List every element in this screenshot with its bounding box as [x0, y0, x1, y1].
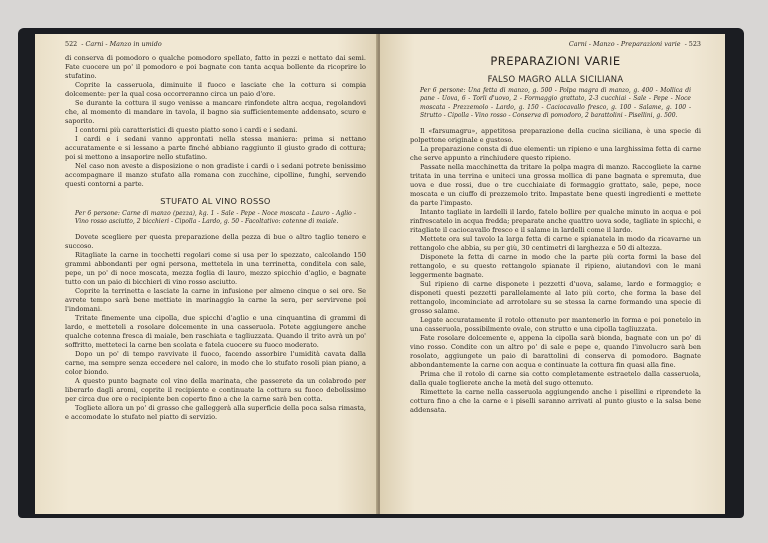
paragraph: La preparazione consta di due elementi: un ripieno e una larghissima fetta di carne che serve appunto a rinchiudere questo ripieno.: [410, 144, 701, 162]
left-running-title: Carni - Manzo in umido: [85, 40, 162, 48]
paragraph: Dopo un po' di tempo ravvivate il fuoco, facendo assorbire l'umidità cavata dalla carne, ma sempre senza eccedere nel calore, in modo che lo stufato rosoli pian piano, a color biondo.: [65, 349, 366, 376]
paragraph: Nel caso non aveste a disposizione o non gradiste i cardi o i sedani potrete benissimo accompagnare il manzo stufato alla romana con zucchine, cipolline, funghi, servendo questi contorni a parte.: [65, 162, 366, 188]
section-title-falso-magro: FALSO MAGRO ALLA SICILIANA: [487, 74, 624, 84]
paragraph: Il «farsumagru», appetitosa preparazione della cucina siciliana, è una specie di polpettone originale e gustoso.: [410, 126, 701, 144]
paragraph: Coprite la casseruola, diminuite il fuoco e lasciate che la cottura si compia dolcemente: per la qual cosa occorreranno circa un paio d'ore.: [65, 81, 366, 98]
paragraph: Intanto tagliate in lardelli il lardo, fatelo bollire per qualche minuto in acqua e poi rinfrescatelo in acqua fredda; preparate anche quattro uova sode, tagliate in spicchi, e ritagliate il caciocavallo fresco e il salame in lardelli come il lardo.: [410, 207, 701, 234]
paragraph: Se durante la cottura il sugo venisse a mancare rinfondete altra acqua, regolandovi che, al momento di mandare in tavola, il bagno sia sufficientemente addensato, scuro e saporito.: [65, 99, 366, 125]
paragraph: Disponete la fetta di carne in modo che la parte più corta formi la base del rettangolo, e su questo rettangolo spianate il ripieno, aiutandovi con le mani leggermente bagnate.: [410, 252, 701, 279]
right-running-title: Carni - Manzo - Preparazioni varie: [568, 40, 681, 48]
chapter-title: PREPARAZIONI VARIE: [490, 54, 621, 68]
paragraph: Dovete scegliere per questa preparazione della pezza di bue o altro taglio tenero e succoso.: [65, 232, 366, 250]
paragraph: I cardi e i sedani vanno approntati nella stessa maniera: prima si nettano accuratamente e si lessano a parte finché abbiano raggiunto il giusto grado di cottura; poi si mettono a insaporire nello stufatino.: [65, 135, 366, 161]
paragraph: Passate nella macchinetta da tritare la polpa magra di manzo. Raccogliete la carne tritata in una terrina e uniteci una grossa mollica di pane bagnata e spremuta, due uova e due rossi, due o tre cucchiaiate di formaggio grattato, sale, pepe, noce moscata e un ciuffo di prezzemolo trito. Impastate bene questi ingredienti e mettete da parte l'impasto.: [410, 162, 701, 207]
paragraph: di conserva di pomodoro o qualche pomodoro spellato, fatto in pezzi e nettato dai semi. Fate cuocere un po' il pomodoro e poi bagnate con tanta acqua bollente da ricoprire lo stufatino.: [65, 54, 366, 80]
paragraph: Legate accuratamente il rotolo ottenuto per mantenerlo in forma e poi ponetelo in una casseruola, possibilmente ovale, con strutto e una cipolla tagliuzzata.: [410, 315, 701, 333]
paragraph: Tritate finemente una cipolla, due spicchi d'aglio e una cinquantina di grammi di lardo, e metteteli a rosolare dolcemente in una casseruola. Potete aggiungere anche qualche cotenna fresca di maiale, ben raschiata e tagliuzzata. Quando il trito avrà un po' soffritto, metteteci la carne ben scolata e fatela cuocere su fuoco moderato.: [65, 313, 366, 349]
paragraph: Rimettete la carne nella casseruola aggiungendo anche i pisellini e riprendete la cottura fino a che la carne e i piselli saranno arrivati al punto giusto e la salsa bene addensata.: [410, 387, 701, 414]
right-page-header: Carni - Manzo - Preparazioni varie - 523: [568, 40, 701, 48]
left-page-number: 522: [65, 40, 78, 48]
paragraph: Togliete allora un po' di grasso che galleggerà alla superficie della poca salsa rimasta, e accomodate lo stufato nel piatto di servizio.: [65, 403, 366, 421]
paragraph: Sul ripieno di carne disponete i pezzetti d'uova, salame, lardo e formaggio; e disponeti questi pezzetti parallelamente al lato più corto, che forma la base del rettangolo, incominciate ad arrotolare su se stessa la carne formando una specie di grosso salame.: [410, 279, 701, 315]
ingredients-list: Per 6 persone: Carne di manzo (pezza), kg. 1 - Sale - Pepe - Noce moscata - Lauro - Aglio - Vino rosso asciutto, 2 bicchieri - Cipolla - Lardo, g. 50 - Facoltativo: cotenne di maiale.: [75, 210, 356, 226]
right-page-number: 523: [688, 40, 701, 48]
paragraph: Prima che il rotolo di carne sia cotto completamente estraetelo dalla casseruola, dalla quale toglierete anche la metà del sugo ottenuto.: [410, 369, 701, 387]
paragraph: Ritagliate la carne in tocchetti regolari come si usa per lo spezzato, calcolando 150 grammi abbondanti per ogni persona, mettetela in una terrinetta, conditela con sale, pepe, un po' di noce moscata, mezza foglia di lauro, mezzo spicchio d'aglio, e bagnate tutto con un paio di bicchieri di vino rosso asciutto.: [65, 250, 366, 286]
paragraph: Coprite la terrinetta e lasciate la carne in infusione per almeno cinque o sei ore. Se avrete tempo sarà bene mettiate in marinaggio la carne la sera, per servirvene poi l'indomani.: [65, 286, 366, 313]
section-title-stufato: STUFATO AL VINO ROSSO: [160, 196, 271, 206]
paragraph: Fate rosolare dolcemente e, appena la cipolla sarà bionda, bagnate con un po' di vino rosso. Condite con un altro po' di sale e pepe e, quando l'involucro sarà ben rosolato, aggiungete un paio di barattolini di conserva di pomodoro. Bagnate abbondantemente la carne con acqua e continuate la cottura fin quasi alla fine.: [410, 333, 701, 369]
paragraph: A questo punto bagnate col vino della marinata, che passerete da un colabrodo per liberarlo dagli aromi, coprite il recipiente e continuate la cottura su fuoco debolissimo per circa due ore o recipiente ben coperto fino a che la carne sarà ben cotta.: [65, 376, 366, 403]
ingredients-list: Per 6 persone: Una fetta di manzo, g. 500 - Polpa magra di manzo, g. 400 - Mollica di pane - Uova, 6 - Torli d'uovo, 2 - Formaggio grattato, 2-3 cucchiai - Sale - Pepe - Noce moscata - Prezzemolo - Lardo, g. 150 - Caciocavallo fresco, g. 100 - Salame, g. 100 - Strutto - Cipolla - Vino rosso - Conserva di pomodoro, 2 barattolini - Pisellini, g. 500.: [420, 87, 691, 120]
left-page: [35, 34, 378, 514]
left-page-header: 522 - Carni - Manzo in umido: [65, 40, 162, 48]
right-page: [380, 34, 725, 514]
paragraph: I contorni più caratteristici di questo piatto sono i cardi e i sedani.: [75, 126, 298, 134]
paragraph: Mettete ora sul tavolo la larga fetta di carne e spianatela in modo da ricavarne un rettangolo che abbia, su per giù, 30 centimetri di larghezza e 50 di altezza.: [410, 234, 701, 252]
